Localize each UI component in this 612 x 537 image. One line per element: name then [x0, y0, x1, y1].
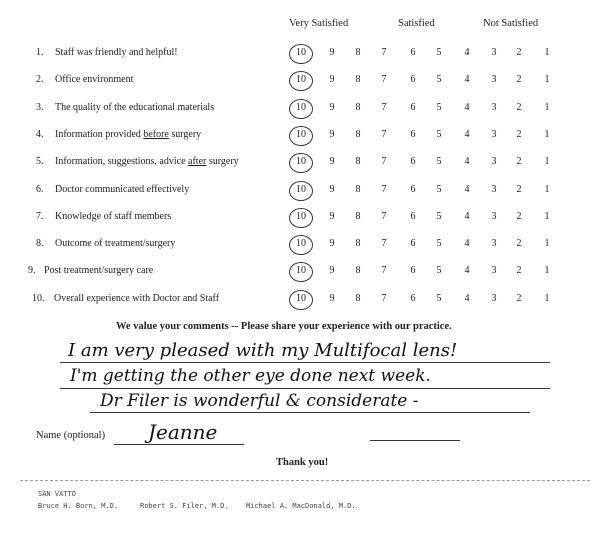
- rating-option-4[interactable]: 4: [464, 210, 470, 222]
- selected-rating-circle: [289, 290, 313, 310]
- rating-option-2[interactable]: 2: [516, 210, 522, 222]
- scale-not-satisfied: Not Satisfied: [483, 18, 539, 29]
- rating-option-7[interactable]: 7: [381, 156, 387, 168]
- rating-option-2[interactable]: 2: [516, 101, 522, 113]
- question-row: [0, 238, 612, 256]
- rating-option-10[interactable]: 10: [296, 183, 306, 195]
- rating-option-5[interactable]: 5: [436, 238, 442, 250]
- rating-option-3[interactable]: 3: [491, 238, 497, 250]
- question-row: [0, 211, 612, 229]
- rating-option-1[interactable]: 1: [544, 265, 550, 277]
- rating-option-5[interactable]: 5: [436, 292, 442, 304]
- selected-rating-circle: [289, 235, 313, 255]
- rating-option-1[interactable]: 1: [544, 210, 550, 222]
- rating-option-3[interactable]: 3: [491, 265, 497, 277]
- question-row: [0, 47, 612, 65]
- rating-option-5[interactable]: 5: [436, 210, 442, 222]
- question-row: [0, 74, 612, 92]
- rating-option-3[interactable]: 3: [491, 74, 497, 86]
- footer-doctor-1: Bruce H. Born, M.D.: [38, 502, 119, 510]
- rating-option-2[interactable]: 2: [516, 238, 522, 250]
- question-row: [0, 265, 612, 283]
- rating-option-7[interactable]: 7: [381, 128, 387, 140]
- rating-option-7[interactable]: 7: [381, 74, 387, 86]
- rating-option-6[interactable]: 6: [410, 183, 416, 195]
- rating-option-9[interactable]: 9: [329, 47, 335, 58]
- rating-option-6[interactable]: 6: [410, 74, 416, 86]
- emphasis-word: before: [143, 128, 169, 140]
- comment-text-1: I am very pleased with my Multifocal lens!: [68, 340, 458, 361]
- question-text: Knowledge of staff members: [55, 210, 172, 222]
- question-label: 10.: [32, 292, 45, 304]
- rating-option-5[interactable]: 5: [436, 74, 442, 86]
- rating-option-7[interactable]: 7: [381, 292, 387, 304]
- rating-option-6[interactable]: 6: [410, 292, 416, 304]
- rating-option-2[interactable]: 2: [516, 128, 522, 140]
- date-line: [370, 440, 460, 441]
- question-label: 7.: [36, 210, 44, 222]
- rating-option-10[interactable]: 10: [296, 101, 306, 113]
- comment-line-2: [60, 388, 550, 389]
- rating-option-2[interactable]: 2: [516, 156, 522, 168]
- rating-option-1[interactable]: 1: [544, 238, 550, 250]
- rating-option-4[interactable]: 4: [464, 101, 470, 113]
- rating-option-2[interactable]: 2: [516, 74, 522, 86]
- rating-option-3[interactable]: 3: [491, 156, 497, 168]
- question-row: [0, 129, 612, 147]
- question-text: Overall experience with Doctor and Staff: [54, 292, 220, 304]
- comments-prompt: We value your comments -- Please share your experience with our practice.: [116, 321, 452, 332]
- rating-option-4[interactable]: 4: [464, 238, 470, 250]
- name-label: Name (optional): [36, 430, 106, 441]
- question-label: 3.: [36, 101, 44, 113]
- question-text: Office environment: [55, 74, 134, 86]
- footer-doctor-3: Michael A. MacDonald, M.D.: [246, 502, 356, 510]
- rating-option-4[interactable]: 4: [464, 183, 470, 195]
- question-text: The quality of the educational materials: [55, 101, 215, 113]
- rating-option-8[interactable]: 8: [355, 47, 361, 58]
- rating-option-10[interactable]: 10: [296, 74, 306, 86]
- rating-option-8[interactable]: 8: [355, 238, 361, 250]
- rating-option-10[interactable]: 10: [296, 156, 306, 168]
- comment-line-1: [60, 362, 550, 363]
- rating-option-1[interactable]: 1: [544, 74, 550, 86]
- rating-option-5[interactable]: 5: [436, 265, 442, 277]
- rating-option-7[interactable]: 7: [381, 238, 387, 250]
- rating-option-6[interactable]: 6: [410, 238, 416, 250]
- rating-option-6[interactable]: 6: [410, 156, 416, 168]
- question-label: 9.: [28, 265, 36, 277]
- rating-option-2[interactable]: 2: [516, 183, 522, 195]
- rating-option-6[interactable]: 6: [410, 101, 416, 113]
- rating-option-8[interactable]: 8: [355, 265, 361, 277]
- rating-option-8[interactable]: 8: [355, 156, 361, 168]
- rating-option-2[interactable]: 2: [516, 47, 522, 58]
- question-label: 2.: [36, 74, 44, 86]
- footer-doctor-2: Robert S. Filer, M.D.: [140, 502, 229, 510]
- rating-option-5[interactable]: 5: [436, 128, 442, 140]
- comment-text-2: I'm getting the other eye done next week.: [70, 366, 431, 386]
- rating-option-5[interactable]: 5: [436, 156, 442, 168]
- rating-option-4[interactable]: 4: [464, 47, 470, 58]
- footer-rule: [20, 480, 590, 481]
- rating-option-9[interactable]: 9: [329, 156, 335, 168]
- selected-rating-circle: [289, 71, 313, 91]
- rating-option-8[interactable]: 8: [355, 183, 361, 195]
- comment-line-3: [90, 412, 530, 413]
- rating-option-6[interactable]: 6: [410, 265, 416, 277]
- rating-option-6[interactable]: 6: [410, 47, 416, 58]
- rating-option-10[interactable]: 10: [296, 128, 306, 140]
- rating-option-7[interactable]: 7: [381, 101, 387, 113]
- rating-option-3[interactable]: 3: [491, 47, 497, 58]
- rating-option-10[interactable]: 10: [296, 238, 306, 250]
- rating-option-7[interactable]: 7: [381, 183, 387, 195]
- rating-option-6[interactable]: 6: [410, 128, 416, 140]
- scale-satisfied: Satisfied: [398, 18, 435, 29]
- rating-option-8[interactable]: 8: [355, 292, 361, 304]
- scale-very-satisfied: Very Satisfied: [289, 18, 349, 29]
- rating-option-3[interactable]: 3: [491, 210, 497, 222]
- rating-option-9[interactable]: 9: [329, 128, 335, 140]
- rating-option-4[interactable]: 4: [464, 265, 470, 277]
- rating-option-10[interactable]: 10: [296, 210, 306, 222]
- question-text: Information, suggestions, advice after surgery: [55, 156, 239, 168]
- rating-option-9[interactable]: 9: [329, 101, 335, 113]
- rating-option-10[interactable]: 10: [296, 47, 306, 58]
- selected-rating-circle: [289, 262, 313, 282]
- rating-option-4[interactable]: 4: [464, 74, 470, 86]
- rating-option-7[interactable]: 7: [381, 210, 387, 222]
- rating-option-7[interactable]: 7: [381, 47, 387, 58]
- rating-option-9[interactable]: 9: [329, 183, 335, 195]
- rating-option-1[interactable]: 1: [544, 47, 550, 58]
- question-label: 4.: [36, 128, 44, 140]
- rating-option-8[interactable]: 8: [355, 210, 361, 222]
- rating-option-10[interactable]: 10: [296, 292, 306, 304]
- question-row: [0, 102, 612, 120]
- rating-option-9[interactable]: 9: [329, 238, 335, 250]
- name-line: [114, 444, 244, 445]
- selected-rating-circle: [289, 44, 313, 64]
- question-row: [0, 156, 612, 174]
- rating-option-1[interactable]: 1: [544, 128, 550, 140]
- rating-option-4[interactable]: 4: [464, 292, 470, 304]
- selected-rating-circle: [289, 99, 313, 119]
- selected-rating-circle: [289, 153, 313, 173]
- rating-option-7[interactable]: 7: [381, 265, 387, 277]
- rating-option-2[interactable]: 2: [516, 292, 522, 304]
- question-row: [0, 293, 612, 311]
- rating-option-10[interactable]: 10: [296, 265, 306, 277]
- rating-option-6[interactable]: 6: [410, 210, 416, 222]
- emphasis-word: after: [188, 156, 207, 168]
- rating-option-5[interactable]: 5: [436, 101, 442, 113]
- rating-option-1[interactable]: 1: [544, 292, 550, 304]
- selected-rating-circle: [289, 208, 313, 228]
- question-text: Post treatment/surgery care: [44, 265, 154, 277]
- rating-option-3[interactable]: 3: [491, 128, 497, 140]
- question-text: Information provided before surgery: [55, 128, 202, 140]
- question-label: 5.: [36, 156, 44, 168]
- question-row: [0, 184, 612, 202]
- rating-option-1[interactable]: 1: [544, 156, 550, 168]
- rating-option-3[interactable]: 3: [491, 292, 497, 304]
- question-label: 8.: [36, 238, 44, 250]
- rating-option-5[interactable]: 5: [436, 47, 442, 58]
- rating-option-1[interactable]: 1: [544, 101, 550, 113]
- rating-option-4[interactable]: 4: [464, 128, 470, 140]
- question-text: Outcome of treatment/surgery: [55, 238, 176, 250]
- selected-rating-circle: [289, 181, 313, 201]
- thank-you: Thank you!: [276, 457, 329, 468]
- question-text: Staff was friendly and helpful!: [55, 47, 178, 58]
- question-text: Doctor communicated effectively: [55, 183, 190, 195]
- rating-option-4[interactable]: 4: [464, 156, 470, 168]
- question-label: 1.: [36, 47, 44, 58]
- name-signature: Jeanne: [148, 420, 218, 444]
- question-label: 6.: [36, 183, 44, 195]
- rating-option-3[interactable]: 3: [491, 183, 497, 195]
- rating-option-8[interactable]: 8: [355, 101, 361, 113]
- rating-option-9[interactable]: 9: [329, 74, 335, 86]
- rating-option-8[interactable]: 8: [355, 128, 361, 140]
- comment-text-3: Dr Filer is wonderful & considerate -: [100, 391, 419, 411]
- rating-option-9[interactable]: 9: [329, 265, 335, 277]
- selected-rating-circle: [289, 126, 313, 146]
- rating-option-5[interactable]: 5: [436, 183, 442, 195]
- rating-option-3[interactable]: 3: [491, 101, 497, 113]
- rating-option-1[interactable]: 1: [544, 183, 550, 195]
- rating-option-8[interactable]: 8: [355, 74, 361, 86]
- rating-option-9[interactable]: 9: [329, 292, 335, 304]
- rating-option-2[interactable]: 2: [516, 265, 522, 277]
- rating-option-9[interactable]: 9: [329, 210, 335, 222]
- footer-practice: SAN VATTO: [38, 490, 76, 498]
